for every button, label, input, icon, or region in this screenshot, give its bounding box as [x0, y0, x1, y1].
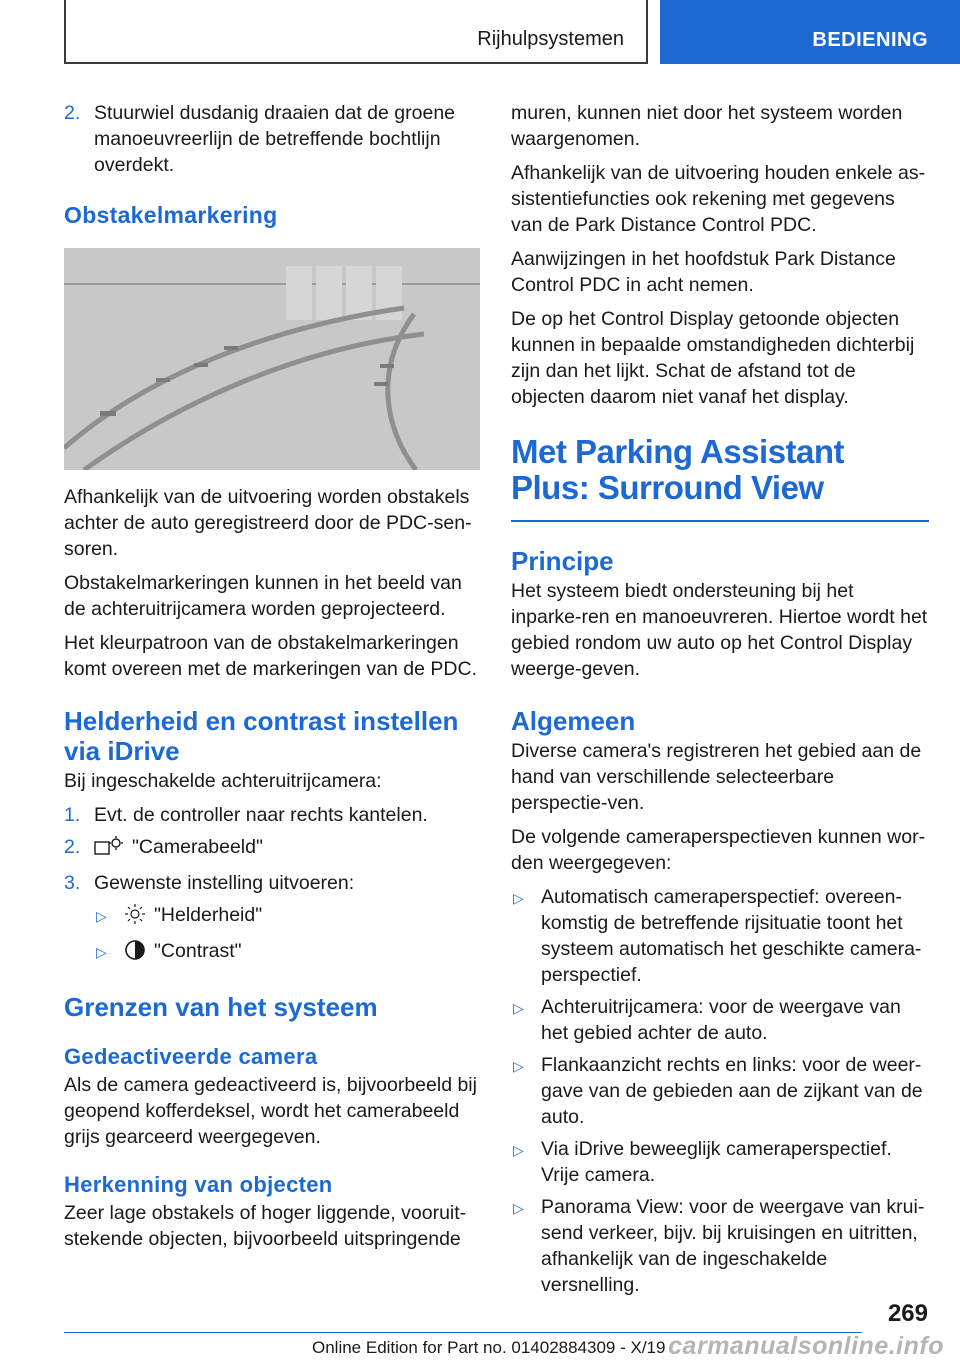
page-number: 269: [887, 1300, 928, 1327]
paragraph: Afhankelijk van de uitvoering houden enkele as-sistentiefuncties ook rekening met gegevens van de Park Distance Control PDC.: [511, 162, 926, 236]
step-text: Stuurwiel dusdanig draaien dat de groene manoeuvreerlijn de betreffende bochtlijn overdekt.: [94, 102, 456, 176]
camera-settings-icon: [94, 835, 124, 864]
triangle-bullet-icon: ▷: [513, 1142, 524, 1158]
bullet-text: Panorama View: voor de weergave van krui-send verkeer, bijv. bij kruisingen en uitritten, afhankelijk van de ingeschakelde versnelling.: [541, 1196, 925, 1296]
list-item: [64, 100, 482, 178]
paragraph: De op het Control Display getoonde objecten kunnen in bepaalde omstandigheden dichterbij zijn dan het lijkt. Schat de afstand tot de objecten daarom niet vanaf het display.: [511, 308, 915, 408]
header-chapter-tab: [660, 0, 960, 64]
heading-principe: Principe: [511, 546, 614, 576]
heading-helderheid: Helderheid en contrast instellen via iDrive: [64, 706, 459, 766]
list-item: [511, 1052, 929, 1130]
paragraph: De volgende cameraperspectieven kunnen wor-den weergegeven:: [511, 826, 926, 874]
sub-item-text: "Helderheid": [154, 904, 263, 926]
paragraph: Diverse camera's registreren het gebied aan de hand van verschillende selecteerbare perspectie-ven.: [511, 740, 922, 814]
list-item: [511, 884, 929, 988]
bullet-text: Achteruitrijcamera: voor de weergave van het gebied achter de auto.: [541, 996, 901, 1044]
step-number: 3.: [64, 872, 81, 894]
step-number: 1.: [64, 804, 81, 826]
triangle-bullet-icon: ▷: [513, 1058, 524, 1074]
paragraph: Als de camera gedeactiveerd is, bijvoorbeeld bij geopend kofferdeksel, wordt het camerabeeld grijs gearceerd weergegeven.: [64, 1074, 477, 1148]
contrast-icon: [124, 939, 146, 968]
step-text: Gewenste instelling uitvoeren:: [94, 872, 355, 894]
heading-herkenning: Herkenning van objecten: [64, 1172, 333, 1197]
list-item: [64, 870, 482, 968]
bullet-text: Via iDrive beweeglijk cameraperspectief. Vrije camera.: [541, 1138, 892, 1186]
header-section-title: Rijhulpsystemen: [477, 28, 624, 50]
footer-edition: Online Edition for Part no. 01402884309 - X/19: [312, 1338, 666, 1357]
brightness-icon: [124, 903, 146, 932]
perspectives-list: [511, 884, 929, 1298]
list-item: [64, 834, 482, 864]
paragraph: Het systeem biedt ondersteuning bij het inparke-ren en manoeuvreren. Hiertoe wordt het gebied rondom uw auto op het Control Display weerge-geven.: [511, 580, 928, 680]
triangle-bullet-icon: ▷: [96, 944, 107, 960]
sub-item-text: "Contrast": [154, 940, 242, 962]
heading-rule: [511, 520, 929, 522]
heading-grenzen: Grenzen van het systeem: [64, 992, 378, 1022]
paragraph: Het kleurpatroon van de obstakelmarkeringen komt overeen met de markeringen van de PDC.: [64, 632, 477, 680]
paragraph: Bij ingeschakelde achteruitrijcamera:: [64, 770, 382, 792]
heading-surround-view: Met Parking Assistant Plus: Surround View: [511, 433, 845, 506]
watermark: carmanualsonline.info: [668, 1332, 944, 1360]
list-item: [511, 1194, 929, 1298]
list-item: [64, 802, 482, 828]
triangle-bullet-icon: ▷: [513, 890, 524, 906]
paragraph: muren, kunnen niet door het systeem worden waargenomen.: [511, 102, 903, 150]
list-item: [94, 938, 482, 968]
bullet-text: Flankaanzicht rechts en links: voor de weer-gave van de gebieden aan de zijkant van de auto.: [541, 1054, 923, 1128]
sub-list: [94, 902, 482, 968]
triangle-bullet-icon: ▷: [96, 908, 107, 924]
steps-list: [64, 802, 482, 968]
heading-algemeen: Algemeen: [511, 706, 636, 736]
list-item: [511, 1136, 929, 1188]
step-number: 2.: [64, 836, 81, 858]
steps-continued: [64, 100, 482, 178]
header-chapter-title: BEDIENING: [812, 29, 928, 51]
step-text: Evt. de controller naar rechts kantelen.: [94, 804, 428, 826]
paragraph: Aanwijzingen in het hoofdstuk Park Distance Control PDC in acht nemen.: [511, 248, 896, 296]
obstacle-marking-figure: [64, 248, 480, 470]
paragraph: Afhankelijk van de uitvoering worden obstakels achter de auto geregistreerd door de PDC-sen-soren.: [64, 486, 472, 560]
right-column: [511, 100, 929, 1304]
step-number: 2.: [64, 102, 81, 124]
list-item: [511, 994, 929, 1046]
heading-gedeactiveerde-camera: Gedeactiveerde camera: [64, 1044, 318, 1069]
heading-obstakelmarkering: Obstakelmarkering: [64, 202, 278, 228]
paragraph: Zeer lage obstakels of hoger liggende, vooruit-stekende objecten, bijvoorbeeld uitspringende: [64, 1202, 467, 1250]
bullet-text: Automatisch cameraperspectief: overeen-komstig de betreffende rijsituatie toont het systeem automatisch het geschikte camera-perspectief.: [541, 886, 922, 986]
list-item: [94, 902, 482, 932]
step-text: "Camerabeeld": [132, 836, 263, 858]
triangle-bullet-icon: ▷: [513, 1000, 524, 1016]
left-column: [64, 100, 482, 1260]
paragraph: Obstakelmarkeringen kunnen in het beeld van de achteruitrijcamera worden geprojecteerd.: [64, 572, 462, 620]
triangle-bullet-icon: ▷: [513, 1200, 524, 1216]
